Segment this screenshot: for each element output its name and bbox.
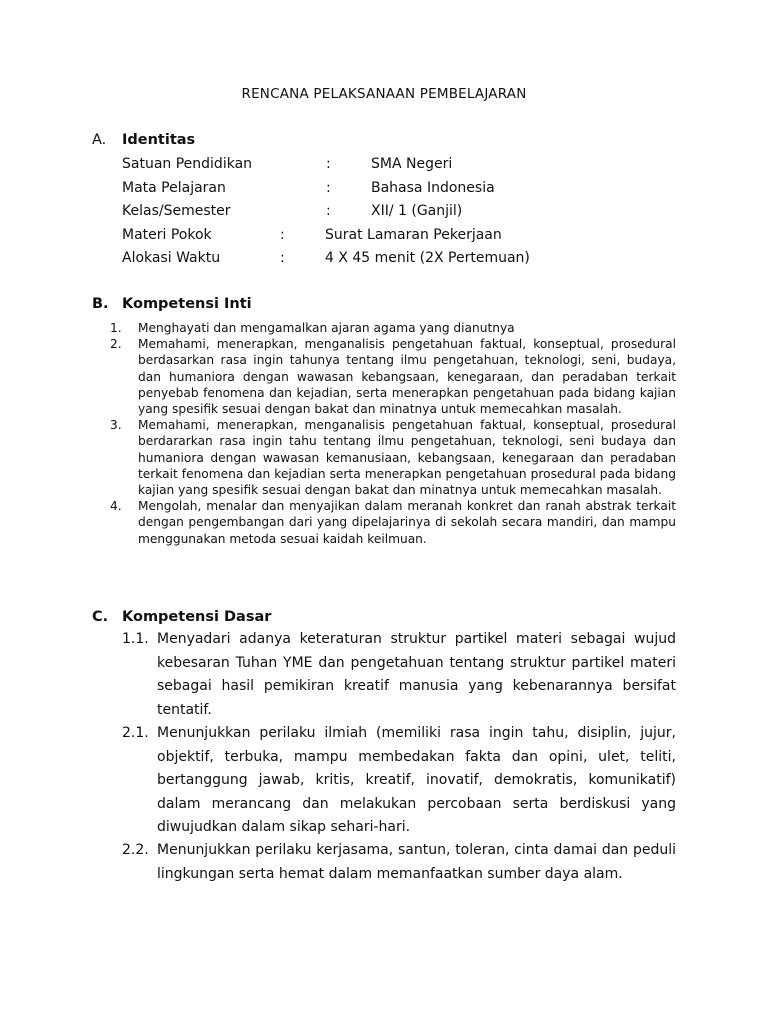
identity-label: Kelas/Semester <box>122 203 231 219</box>
list-item-text: Memahami, menerapkan, menganalisis pengetahuan faktual, konseptual, prosedural berdararkan rasa ingin tahu tentang ilmu pengetahuan, teknologi, seni budaya dan humaniora dengan wawasan kemanusiaan, kebangsaan, kenegaraan dan peradaban terkait fenomena dan kejadian serta menerapkan pengetahuan prosedural pada bidang kajian yang spesifik sesuai dengan bakat dan minatnya untuk memecahkan masalah. <box>138 418 676 498</box>
section-c-title: Kompetensi Dasar <box>122 609 272 625</box>
section-a-title: Identitas <box>122 132 196 148</box>
kompetensi-dasar-item <box>122 839 676 886</box>
list-item-number: 3. <box>110 418 122 433</box>
identity-value: XII/ 1 (Ganjil) <box>371 203 463 219</box>
identity-value: SMA Negeri <box>371 156 453 172</box>
list-item-text: Menghayati dan mengamalkan ajaran agama yang dianutnya <box>138 321 515 335</box>
section-b-number: B. <box>92 296 109 312</box>
list-item <box>110 336 676 417</box>
section-b-title: Kompetensi Inti <box>122 296 252 312</box>
identity-separator: : <box>280 227 285 243</box>
identity-label: Satuan Pendidikan <box>122 156 253 172</box>
identity-label: Mata Pelajaran <box>122 180 226 196</box>
kd-item-number: 1.1. <box>122 631 149 647</box>
list-item-number: 2. <box>110 337 122 352</box>
list-item-text: Mengolah, menalar dan menyajikan dalam meranah konkret dan ranah abstrak terkait dengan pengembangan dari yang dipelajarinya di sekolah secara mandiri, dan mampu menggunakan metoda sesuai kaidah keilmuan. <box>138 499 676 546</box>
identity-value: Surat Lamaran Pekerjaan <box>325 227 502 243</box>
identity-value: Bahasa Indonesia <box>371 180 495 196</box>
identity-separator: : <box>326 180 331 196</box>
kd-item-number: 2.2. <box>122 842 149 858</box>
identity-label: Materi Pokok <box>122 227 212 243</box>
list-item-text: Memahami, menerapkan, menganalisis pengetahuan faktual, konseptual, prosedural berdasarkan rasa ingin tahunya tentang ilmu pengetahuan, teknologi, seni, budaya, dan humaniora dengan wawasan kebangsaan, kenegaraan, dan peradaban terkait penyebab fenomena dan kejadian, serta menerapkan pengetahuan pada bidang kajian yang spesifik sesuai dengan bakat dan minatnya untuk memecahkan masalah. <box>138 337 676 417</box>
section-a-heading <box>92 132 195 148</box>
kd-item-text: Menunjukkan perilaku ilmiah (memiliki rasa ingin tahu, disiplin, jujur, objektif, terbuka, mampu membedakan fakta dan opini, ulet, teliti, bertanggung jawab, kritis, kreatif, inovatif, demokratis, komunikatif) dalam merancang dan melakukan percobaan serta berdiskusi yang diwujudkan dalam sikap sehari-hari. <box>157 725 676 835</box>
identity-separator: : <box>326 156 331 172</box>
list-item <box>110 320 676 336</box>
identity-separator: : <box>326 203 331 219</box>
identity-label: Alokasi Waktu <box>122 250 221 266</box>
list-item-number: 1. <box>110 321 122 335</box>
kompetensi-dasar-item <box>122 722 676 840</box>
section-b-heading <box>92 296 252 312</box>
section-c-number: C. <box>92 609 109 625</box>
kd-item-text: Menunjukkan perilaku kerjasama, santun, toleran, cinta damai dan peduli lingkungan serta hemat dalam memanfaatkan sumber daya alam. <box>157 842 676 882</box>
list-item <box>110 498 676 547</box>
kd-item-number: 2.1. <box>122 725 149 741</box>
kompetensi-dasar-item <box>122 628 676 722</box>
identity-value: 4 X 45 menit (2X Pertemuan) <box>325 250 530 266</box>
kd-item-text: Menyadari adanya keteraturan struktur partikel materi sebagai wujud kebesaran Tuhan YME dan pengetahuan tentang struktur partikel materi sebagai hasil pemikiran kreatif manusia yang kebenarannya bersifat tentatif. <box>157 631 676 718</box>
section-a-number: A. <box>92 132 107 148</box>
identity-separator: : <box>280 250 285 266</box>
list-item-number: 4. <box>110 499 122 514</box>
list-item <box>110 417 676 498</box>
document-title: RENCANA PELAKSANAAN PEMBELAJARAN <box>241 86 527 102</box>
kompetensi-inti-list <box>110 320 676 547</box>
section-c-heading <box>92 609 271 625</box>
